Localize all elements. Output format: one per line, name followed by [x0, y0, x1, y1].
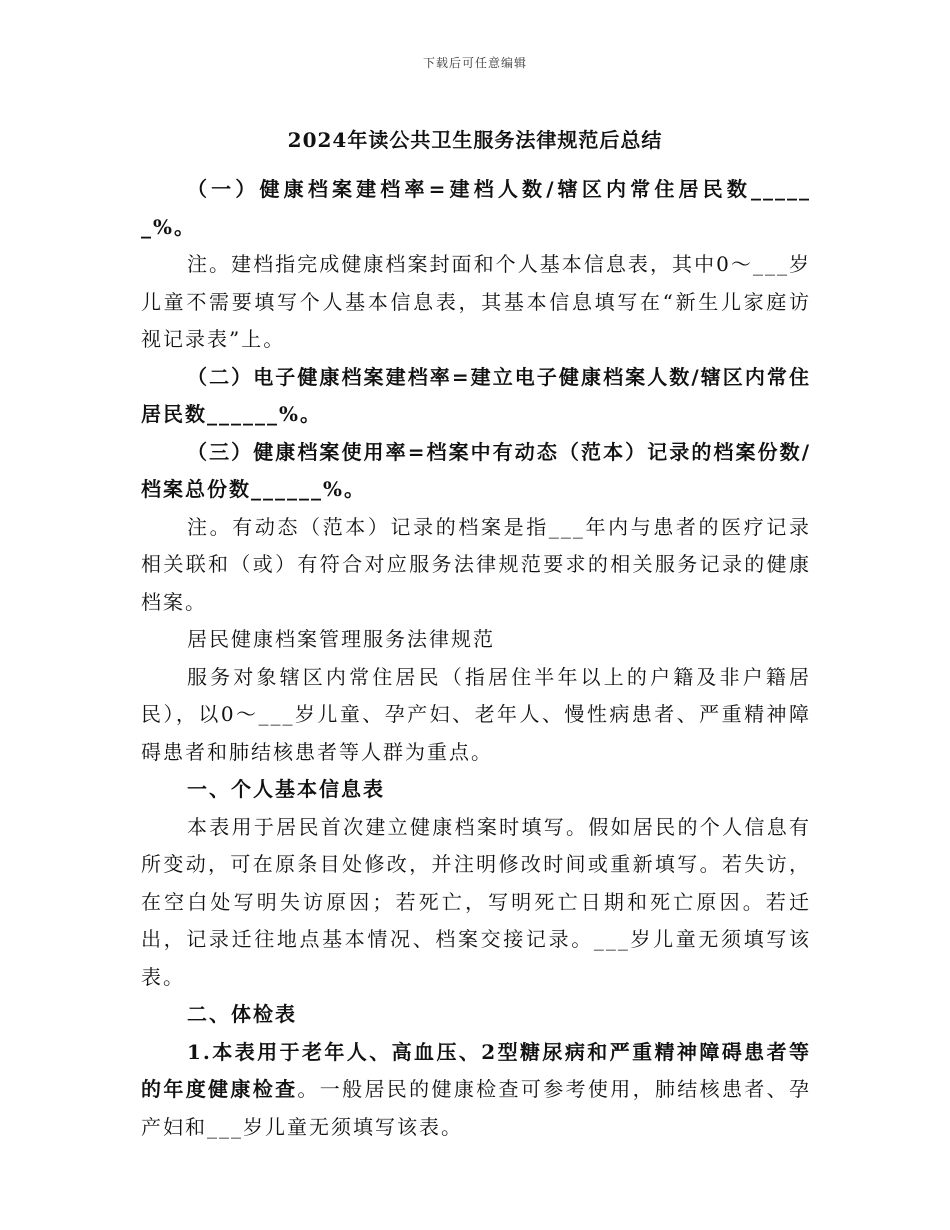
document-body	[141, 171, 811, 1146]
paragraph-physical-exam-rest: 。一般居民的健康检查可参考使用，肺结核患者、孕产妇和___岁儿童无须填写该表。	[141, 1077, 812, 1139]
heading-physical-exam-form: 二、体检表	[187, 1002, 297, 1026]
paragraph-section-heading: 居民健康档案管理服务法律规范	[187, 627, 495, 651]
paragraph-note-archive: 注。建档指完成健康档案封面和个人基本信息表，其中0～___岁儿童不需要填写个人基本信息表，其基本信息填写在“新生儿家庭访视记录表”上。	[141, 252, 811, 351]
paragraph-service-target: 服务对象辖区内常住居民（指居住半年以上的户籍及非户籍居民），以0～___岁儿童、孕产妇、老年人、慢性病患者、严重精神障碍患者和肺结核患者等人群为重点。	[141, 664, 811, 764]
paragraph-personal-info-form: 本表用于居民首次建立健康档案时填写。假如居民的个人信息有所变动，可在原条目处修改，并注明修改时间或重新填写。若失访，在空白处写明失访原因；若死亡，写明死亡日期和死亡原因。若迁出，记录迁往地点基本情况、档案交接记录。___岁儿童无须填写该表。	[141, 814, 811, 989]
heading-personal-info-form: 一、个人基本信息表	[187, 777, 385, 801]
header-note: 下载后可任意编辑	[422, 56, 527, 70]
paragraph-note-dynamic-record: 注。有动态（范本）记录的档案是指___年内与患者的医疗记录相关联和（或）有符合对应服务法律规范要求的相关服务记录的健康档案。	[141, 514, 811, 614]
document-title: 2024年读公共卫生服务法律规范后总结	[287, 128, 663, 152]
paragraph-physical-exam-bold: 1.本表用于老年人、高血压、2型糖尿病和严重精神障碍患者等的年度健康检查	[141, 1039, 811, 1101]
paragraph-electronic-archive-rate: （二）电子健康档案建档率=建立电子健康档案人数/辖区内常住居民数______%。	[141, 364, 811, 426]
paragraph-archive-rate: （一）健康档案建档率=建档人数/辖区内常住居民数______%。	[141, 177, 811, 239]
paragraph-archive-usage-rate: （三）健康档案使用率=档案中有动态（范本）记录的档案份数/档案总份数______%。	[141, 439, 811, 501]
paragraph-physical-exam-form	[141, 1034, 811, 1147]
